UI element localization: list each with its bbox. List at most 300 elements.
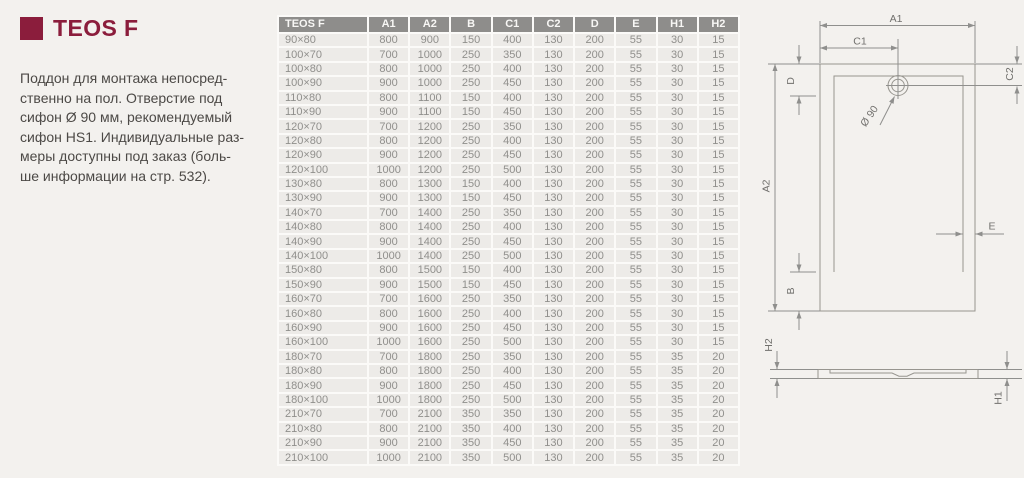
value-cell: 200 — [575, 178, 614, 190]
column-header: D — [575, 17, 614, 32]
value-cell: 130 — [534, 394, 573, 406]
value-cell: 200 — [575, 77, 614, 89]
size-cell: 140×90 — [279, 235, 367, 247]
description-line: ше информации на стр. 532). — [20, 167, 211, 184]
value-cell: 250 — [451, 379, 490, 391]
value-cell: 900 — [369, 192, 408, 204]
product-title: TEOS F — [53, 15, 139, 41]
value-cell: 15 — [699, 250, 738, 262]
value-cell: 200 — [575, 437, 614, 449]
table-row — [279, 92, 738, 104]
value-cell: 800 — [369, 178, 408, 190]
dim-label-a2: A2 — [760, 179, 773, 193]
dim-c2 — [975, 46, 1022, 104]
table-row — [279, 164, 738, 176]
value-cell: 55 — [616, 178, 655, 190]
value-cell: 250 — [451, 221, 490, 233]
value-cell: 250 — [451, 77, 490, 89]
value-cell: 130 — [534, 77, 573, 89]
dim-a2 — [761, 64, 821, 311]
value-cell: 30 — [658, 106, 697, 118]
value-cell: 250 — [451, 120, 490, 132]
product-description — [20, 69, 264, 186]
value-cell: 30 — [658, 63, 697, 75]
value-cell: 400 — [493, 307, 532, 319]
intro-block — [20, 14, 264, 186]
value-cell: 30 — [658, 221, 697, 233]
value-cell: 400 — [493, 178, 532, 190]
value-cell: 250 — [451, 336, 490, 348]
value-cell: 130 — [534, 48, 573, 60]
value-cell: 55 — [616, 307, 655, 319]
value-cell: 800 — [369, 63, 408, 75]
value-cell: 700 — [369, 408, 408, 420]
size-cell: 210×80 — [279, 423, 367, 435]
value-cell: 250 — [451, 207, 490, 219]
value-cell: 700 — [369, 120, 408, 132]
value-cell: 1800 — [410, 365, 449, 377]
value-cell: 1100 — [410, 106, 449, 118]
value-cell: 200 — [575, 394, 614, 406]
value-cell: 20 — [699, 351, 738, 363]
value-cell: 700 — [369, 207, 408, 219]
value-cell: 55 — [616, 92, 655, 104]
size-cell: 140×80 — [279, 221, 367, 233]
value-cell: 130 — [534, 207, 573, 219]
value-cell: 15 — [699, 235, 738, 247]
table-row — [279, 120, 738, 132]
value-cell: 200 — [575, 293, 614, 305]
title-row — [20, 14, 264, 42]
value-cell: 55 — [616, 394, 655, 406]
value-cell: 350 — [493, 120, 532, 132]
value-cell: 450 — [493, 149, 532, 161]
value-cell: 1800 — [410, 379, 449, 391]
value-cell: 55 — [616, 77, 655, 89]
value-cell: 20 — [699, 408, 738, 420]
value-cell: 55 — [616, 264, 655, 276]
column-header: E — [616, 17, 655, 32]
value-cell: 30 — [658, 235, 697, 247]
value-cell: 200 — [575, 336, 614, 348]
value-cell: 450 — [493, 279, 532, 291]
value-cell: 30 — [658, 192, 697, 204]
value-cell: 350 — [493, 48, 532, 60]
size-cell: 100×70 — [279, 48, 367, 60]
value-cell: 800 — [369, 135, 408, 147]
value-cell: 55 — [616, 437, 655, 449]
value-cell: 500 — [493, 394, 532, 406]
value-cell: 800 — [369, 307, 408, 319]
value-cell: 500 — [493, 451, 532, 463]
column-header: C2 — [534, 17, 573, 32]
value-cell: 55 — [616, 192, 655, 204]
table-row — [279, 279, 738, 291]
table-row — [279, 365, 738, 377]
value-cell: 55 — [616, 207, 655, 219]
value-cell: 15 — [699, 293, 738, 305]
value-cell: 55 — [616, 34, 655, 46]
value-cell: 700 — [369, 48, 408, 60]
value-cell: 900 — [369, 149, 408, 161]
value-cell: 55 — [616, 351, 655, 363]
value-cell: 200 — [575, 264, 614, 276]
value-cell: 55 — [616, 408, 655, 420]
table-row — [279, 178, 738, 190]
value-cell: 2100 — [410, 423, 449, 435]
value-cell: 55 — [616, 106, 655, 118]
value-cell: 1400 — [410, 207, 449, 219]
table-row — [279, 322, 738, 334]
value-cell: 350 — [493, 408, 532, 420]
value-cell: 1400 — [410, 250, 449, 262]
value-cell: 130 — [534, 437, 573, 449]
value-cell: 55 — [616, 336, 655, 348]
value-cell: 15 — [699, 207, 738, 219]
column-header: A1 — [369, 17, 408, 32]
value-cell: 55 — [616, 293, 655, 305]
value-cell: 400 — [493, 92, 532, 104]
value-cell: 55 — [616, 135, 655, 147]
value-cell: 150 — [451, 192, 490, 204]
table-row — [279, 307, 738, 319]
value-cell: 1200 — [410, 149, 449, 161]
table-row — [279, 221, 738, 233]
value-cell: 55 — [616, 120, 655, 132]
value-cell: 1000 — [369, 250, 408, 262]
value-cell: 250 — [451, 322, 490, 334]
value-cell: 200 — [575, 351, 614, 363]
description-line: ственно на пол. Отверстие под — [20, 89, 223, 106]
value-cell: 350 — [493, 293, 532, 305]
value-cell: 15 — [699, 120, 738, 132]
value-cell: 1000 — [369, 394, 408, 406]
value-cell: 450 — [493, 235, 532, 247]
table-row — [279, 106, 738, 118]
value-cell: 450 — [493, 379, 532, 391]
size-cell: 100×90 — [279, 77, 367, 89]
value-cell: 30 — [658, 293, 697, 305]
value-cell: 15 — [699, 279, 738, 291]
value-cell: 55 — [616, 365, 655, 377]
value-cell: 1500 — [410, 279, 449, 291]
dim-label-d: D — [785, 77, 797, 85]
value-cell: 2100 — [410, 437, 449, 449]
table-row — [279, 293, 738, 305]
value-cell: 30 — [658, 250, 697, 262]
size-cell: 100×80 — [279, 63, 367, 75]
size-cell: 120×70 — [279, 120, 367, 132]
value-cell: 1100 — [410, 92, 449, 104]
value-cell: 200 — [575, 221, 614, 233]
tray-top-view — [820, 64, 975, 311]
size-cell: 210×70 — [279, 408, 367, 420]
value-cell: 1600 — [410, 322, 449, 334]
value-cell: 1000 — [410, 77, 449, 89]
value-cell: 130 — [534, 250, 573, 262]
table-row — [279, 34, 738, 46]
value-cell: 55 — [616, 279, 655, 291]
value-cell: 55 — [616, 322, 655, 334]
value-cell: 250 — [451, 149, 490, 161]
value-cell: 150 — [451, 34, 490, 46]
value-cell: 130 — [534, 365, 573, 377]
value-cell: 250 — [451, 250, 490, 262]
value-cell: 30 — [658, 120, 697, 132]
value-cell: 130 — [534, 379, 573, 391]
table-row — [279, 336, 738, 348]
value-cell: 15 — [699, 178, 738, 190]
value-cell: 400 — [493, 34, 532, 46]
value-cell: 150 — [451, 264, 490, 276]
size-cell: 120×80 — [279, 135, 367, 147]
value-cell: 1200 — [410, 120, 449, 132]
value-cell: 15 — [699, 192, 738, 204]
value-cell: 55 — [616, 379, 655, 391]
value-cell: 200 — [575, 235, 614, 247]
value-cell: 130 — [534, 221, 573, 233]
table-row — [279, 235, 738, 247]
size-cell: 140×100 — [279, 250, 367, 262]
size-cell: 110×80 — [279, 92, 367, 104]
value-cell: 700 — [369, 293, 408, 305]
dim-label-a1: A1 — [889, 13, 903, 25]
value-cell: 900 — [369, 235, 408, 247]
value-cell: 30 — [658, 92, 697, 104]
value-cell: 900 — [410, 34, 449, 46]
value-cell: 15 — [699, 92, 738, 104]
value-cell: 1400 — [410, 235, 449, 247]
value-cell: 130 — [534, 264, 573, 276]
value-cell: 800 — [369, 34, 408, 46]
size-cell: 140×70 — [279, 207, 367, 219]
value-cell: 2100 — [410, 451, 449, 463]
value-cell: 15 — [699, 135, 738, 147]
value-cell: 500 — [493, 336, 532, 348]
value-cell: 700 — [369, 351, 408, 363]
table-row — [279, 135, 738, 147]
value-cell: 400 — [493, 423, 532, 435]
value-cell: 900 — [369, 379, 408, 391]
size-cell: 90×80 — [279, 34, 367, 46]
table-row — [279, 192, 738, 204]
value-cell: 900 — [369, 279, 408, 291]
value-cell: 200 — [575, 423, 614, 435]
value-cell: 350 — [493, 351, 532, 363]
value-cell: 250 — [451, 307, 490, 319]
value-cell: 1000 — [369, 336, 408, 348]
value-cell: 15 — [699, 336, 738, 348]
value-cell: 150 — [451, 279, 490, 291]
value-cell: 15 — [699, 264, 738, 276]
value-cell: 200 — [575, 164, 614, 176]
value-cell: 250 — [451, 164, 490, 176]
value-cell: 200 — [575, 135, 614, 147]
value-cell: 55 — [616, 63, 655, 75]
value-cell: 200 — [575, 250, 614, 262]
drain-symbol — [886, 39, 1022, 99]
value-cell: 200 — [575, 192, 614, 204]
table-row — [279, 423, 738, 435]
table-header-row — [279, 17, 738, 32]
value-cell: 900 — [369, 106, 408, 118]
size-cell: 160×90 — [279, 322, 367, 334]
value-cell: 250 — [451, 394, 490, 406]
value-cell: 200 — [575, 63, 614, 75]
value-cell: 350 — [451, 408, 490, 420]
table-row — [279, 250, 738, 262]
value-cell: 55 — [616, 451, 655, 463]
dim-label-e: E — [988, 220, 996, 233]
value-cell: 35 — [658, 437, 697, 449]
value-cell: 1800 — [410, 351, 449, 363]
value-cell: 200 — [575, 451, 614, 463]
value-cell: 250 — [451, 63, 490, 75]
value-cell: 30 — [658, 149, 697, 161]
value-cell: 1600 — [410, 336, 449, 348]
table-row — [279, 451, 738, 463]
value-cell: 130 — [534, 451, 573, 463]
value-cell: 30 — [658, 322, 697, 334]
value-cell: 130 — [534, 120, 573, 132]
value-cell: 1600 — [410, 293, 449, 305]
size-cell: 110×90 — [279, 106, 367, 118]
value-cell: 800 — [369, 365, 408, 377]
value-cell: 55 — [616, 164, 655, 176]
size-cell: 150×80 — [279, 264, 367, 276]
value-cell: 20 — [699, 365, 738, 377]
value-cell: 30 — [658, 336, 697, 348]
size-cell: 130×80 — [279, 178, 367, 190]
value-cell: 15 — [699, 63, 738, 75]
size-cell: 130×90 — [279, 192, 367, 204]
value-cell: 200 — [575, 34, 614, 46]
value-cell: 35 — [658, 351, 697, 363]
value-cell: 450 — [493, 106, 532, 118]
value-cell: 30 — [658, 178, 697, 190]
value-cell: 1300 — [410, 178, 449, 190]
value-cell: 350 — [493, 207, 532, 219]
value-cell: 20 — [699, 451, 738, 463]
value-cell: 350 — [451, 437, 490, 449]
description-line: сифон Ø 90 мм, рекомендуемый — [20, 109, 233, 125]
value-cell: 450 — [493, 77, 532, 89]
value-cell: 250 — [451, 365, 490, 377]
value-cell: 15 — [699, 48, 738, 60]
value-cell: 250 — [451, 135, 490, 147]
value-cell: 350 — [451, 451, 490, 463]
value-cell: 500 — [493, 250, 532, 262]
value-cell: 900 — [369, 77, 408, 89]
value-cell: 200 — [575, 379, 614, 391]
size-cell: 210×90 — [279, 437, 367, 449]
column-header: H2 — [699, 17, 738, 32]
value-cell: 1000 — [369, 164, 408, 176]
value-cell: 1300 — [410, 192, 449, 204]
value-cell: 400 — [493, 221, 532, 233]
value-cell: 450 — [493, 192, 532, 204]
value-cell: 130 — [534, 34, 573, 46]
value-cell: 35 — [658, 394, 697, 406]
value-cell: 200 — [575, 322, 614, 334]
value-cell: 130 — [534, 135, 573, 147]
column-header: B — [451, 17, 490, 32]
size-cell: 160×80 — [279, 307, 367, 319]
value-cell: 1000 — [410, 63, 449, 75]
size-cell: 180×100 — [279, 394, 367, 406]
value-cell: 800 — [369, 221, 408, 233]
table-row — [279, 264, 738, 276]
value-cell: 1000 — [369, 451, 408, 463]
dim-b — [785, 253, 816, 330]
value-cell: 30 — [658, 264, 697, 276]
value-cell: 35 — [658, 451, 697, 463]
description-line: меры доступны под заказ (боль- — [20, 148, 231, 164]
value-cell: 30 — [658, 207, 697, 219]
value-cell: 55 — [616, 423, 655, 435]
value-cell: 130 — [534, 164, 573, 176]
value-cell: 1400 — [410, 221, 449, 233]
table-row — [279, 408, 738, 420]
value-cell: 130 — [534, 235, 573, 247]
value-cell: 400 — [493, 264, 532, 276]
table-row — [279, 63, 738, 75]
table-row — [279, 149, 738, 161]
value-cell: 20 — [699, 379, 738, 391]
dim-label-h1: H1 — [992, 391, 1005, 405]
column-header: H1 — [658, 17, 697, 32]
table-row — [279, 48, 738, 60]
value-cell: 900 — [369, 437, 408, 449]
value-cell: 15 — [699, 221, 738, 233]
value-cell: 30 — [658, 307, 697, 319]
table-row — [279, 207, 738, 219]
value-cell: 200 — [575, 106, 614, 118]
value-cell: 150 — [451, 92, 490, 104]
dim-c1 — [820, 36, 898, 49]
value-cell: 200 — [575, 307, 614, 319]
value-cell: 35 — [658, 379, 697, 391]
value-cell: 800 — [369, 92, 408, 104]
value-cell: 1200 — [410, 135, 449, 147]
value-cell: 15 — [699, 307, 738, 319]
value-cell: 130 — [534, 192, 573, 204]
value-cell: 1600 — [410, 307, 449, 319]
value-cell: 55 — [616, 250, 655, 262]
value-cell: 30 — [658, 279, 697, 291]
value-cell: 450 — [493, 322, 532, 334]
value-cell: 130 — [534, 106, 573, 118]
value-cell: 130 — [534, 351, 573, 363]
value-cell: 150 — [451, 106, 490, 118]
value-cell: 200 — [575, 408, 614, 420]
value-cell: 200 — [575, 207, 614, 219]
dim-h1 — [978, 351, 1022, 405]
value-cell: 130 — [534, 63, 573, 75]
value-cell: 150 — [451, 178, 490, 190]
value-cell: 20 — [699, 394, 738, 406]
value-cell: 350 — [451, 423, 490, 435]
value-cell: 35 — [658, 365, 697, 377]
value-cell: 450 — [493, 437, 532, 449]
dim-label-c2: C2 — [1004, 67, 1016, 81]
value-cell: 30 — [658, 164, 697, 176]
dim-label-c1: C1 — [853, 35, 867, 48]
value-cell: 35 — [658, 408, 697, 420]
drain-diameter-callout — [858, 97, 894, 130]
value-cell: 2100 — [410, 408, 449, 420]
value-cell: 55 — [616, 149, 655, 161]
